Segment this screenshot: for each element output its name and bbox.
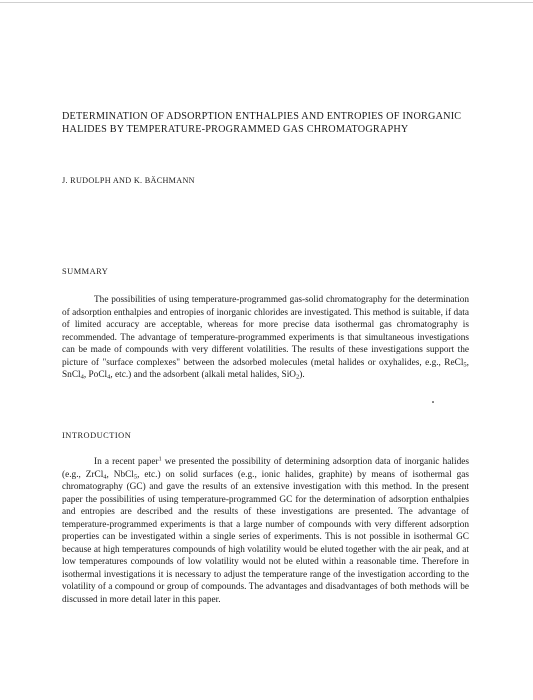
paper-title: DETERMINATION OF ADSORPTION ENTHALPIES AND ENTROPIES OF INORGANIC HALIDES BY TEMPERATURE-PROGRAMMED GAS CHROMATOGRAPHY [62,111,462,135]
top-rule [0,2,533,3]
summary-subscript-1: 5 [463,361,467,369]
intro-subscript-1: 4 [103,473,107,481]
intro-text-3: , NbCl [106,469,134,480]
summary-paragraph [62,294,469,382]
intro-text-2: we presented the possibility of determining adsorption data of inorganic halides (e.g., ZrCl [62,457,469,480]
summary-text-5: ). [299,370,305,381]
summary-text-2: , SnCl [62,357,469,381]
summary-heading: SUMMARY [62,267,109,276]
intro-text-4: , etc.) on solid surfaces (e.g., ionic halides, graphite) by means of isothermal gas chromatography (GC) and gave the results of an extensive investigation with this method. In the present paper the possibilities of using temperature-programmed GC for the determination of adsorption enthalpies and entropies are described and the results of these investigations are presented. The advantage of temperature-programmed experiments is that a large number of compounds with very different adsorption properties can be investigated within a single series of experiments. This is not possible in isothermal GC because at high temperatures compounds of high volatility would be eluted together with the air peak, and at low temperatures compounds of low volatility would not be eluted within a reasonable time. Therefore in isothermal investigations it is necessary to adjust the temperature range of the investigation according to the volatility of a compound or group of compounds. The advantages and disadvantages of both methods will be discussed in more detail later in this paper. [62,469,469,606]
introduction-heading: INTRODUCTION [62,431,132,440]
summary-text-3: , PoCl [83,370,108,381]
scan-speck [432,401,434,403]
introduction-paragraph [62,456,469,607]
summary-subscript-2: 4 [80,373,84,381]
intro-subscript-2: 5 [133,473,138,481]
summary-subscript-3: 4 [107,373,111,381]
summary-text-1: The possibilities of using temperature-programmed gas-solid chromatography for the determination of adsorption enthalpies and entropies of inorganic chlorides are investigated. This method is suitable, if data of limited accuracy are acceptable, whereas for more precise data isothermal gas chromatography is recommended. The advantage of temperature-programmed experiments is that simultaneous investigations can be made of compounds with very different volatilities. The results of these investigations support the picture of "surface complexes" between the adsorbed molecules (metal halides or oxyhalides, e.g., ReCl [62,295,469,368]
paper-authors: J. RUDOLPH AND K. BÄCHMANN [62,176,195,185]
intro-reference-1: 1 [158,456,162,463]
summary-text-4: , etc.) and the adsorbent (alkali metal halides, SiO [110,370,296,381]
intro-text-1: In a recent paper [94,457,159,467]
summary-subscript-4: 2 [296,373,300,381]
